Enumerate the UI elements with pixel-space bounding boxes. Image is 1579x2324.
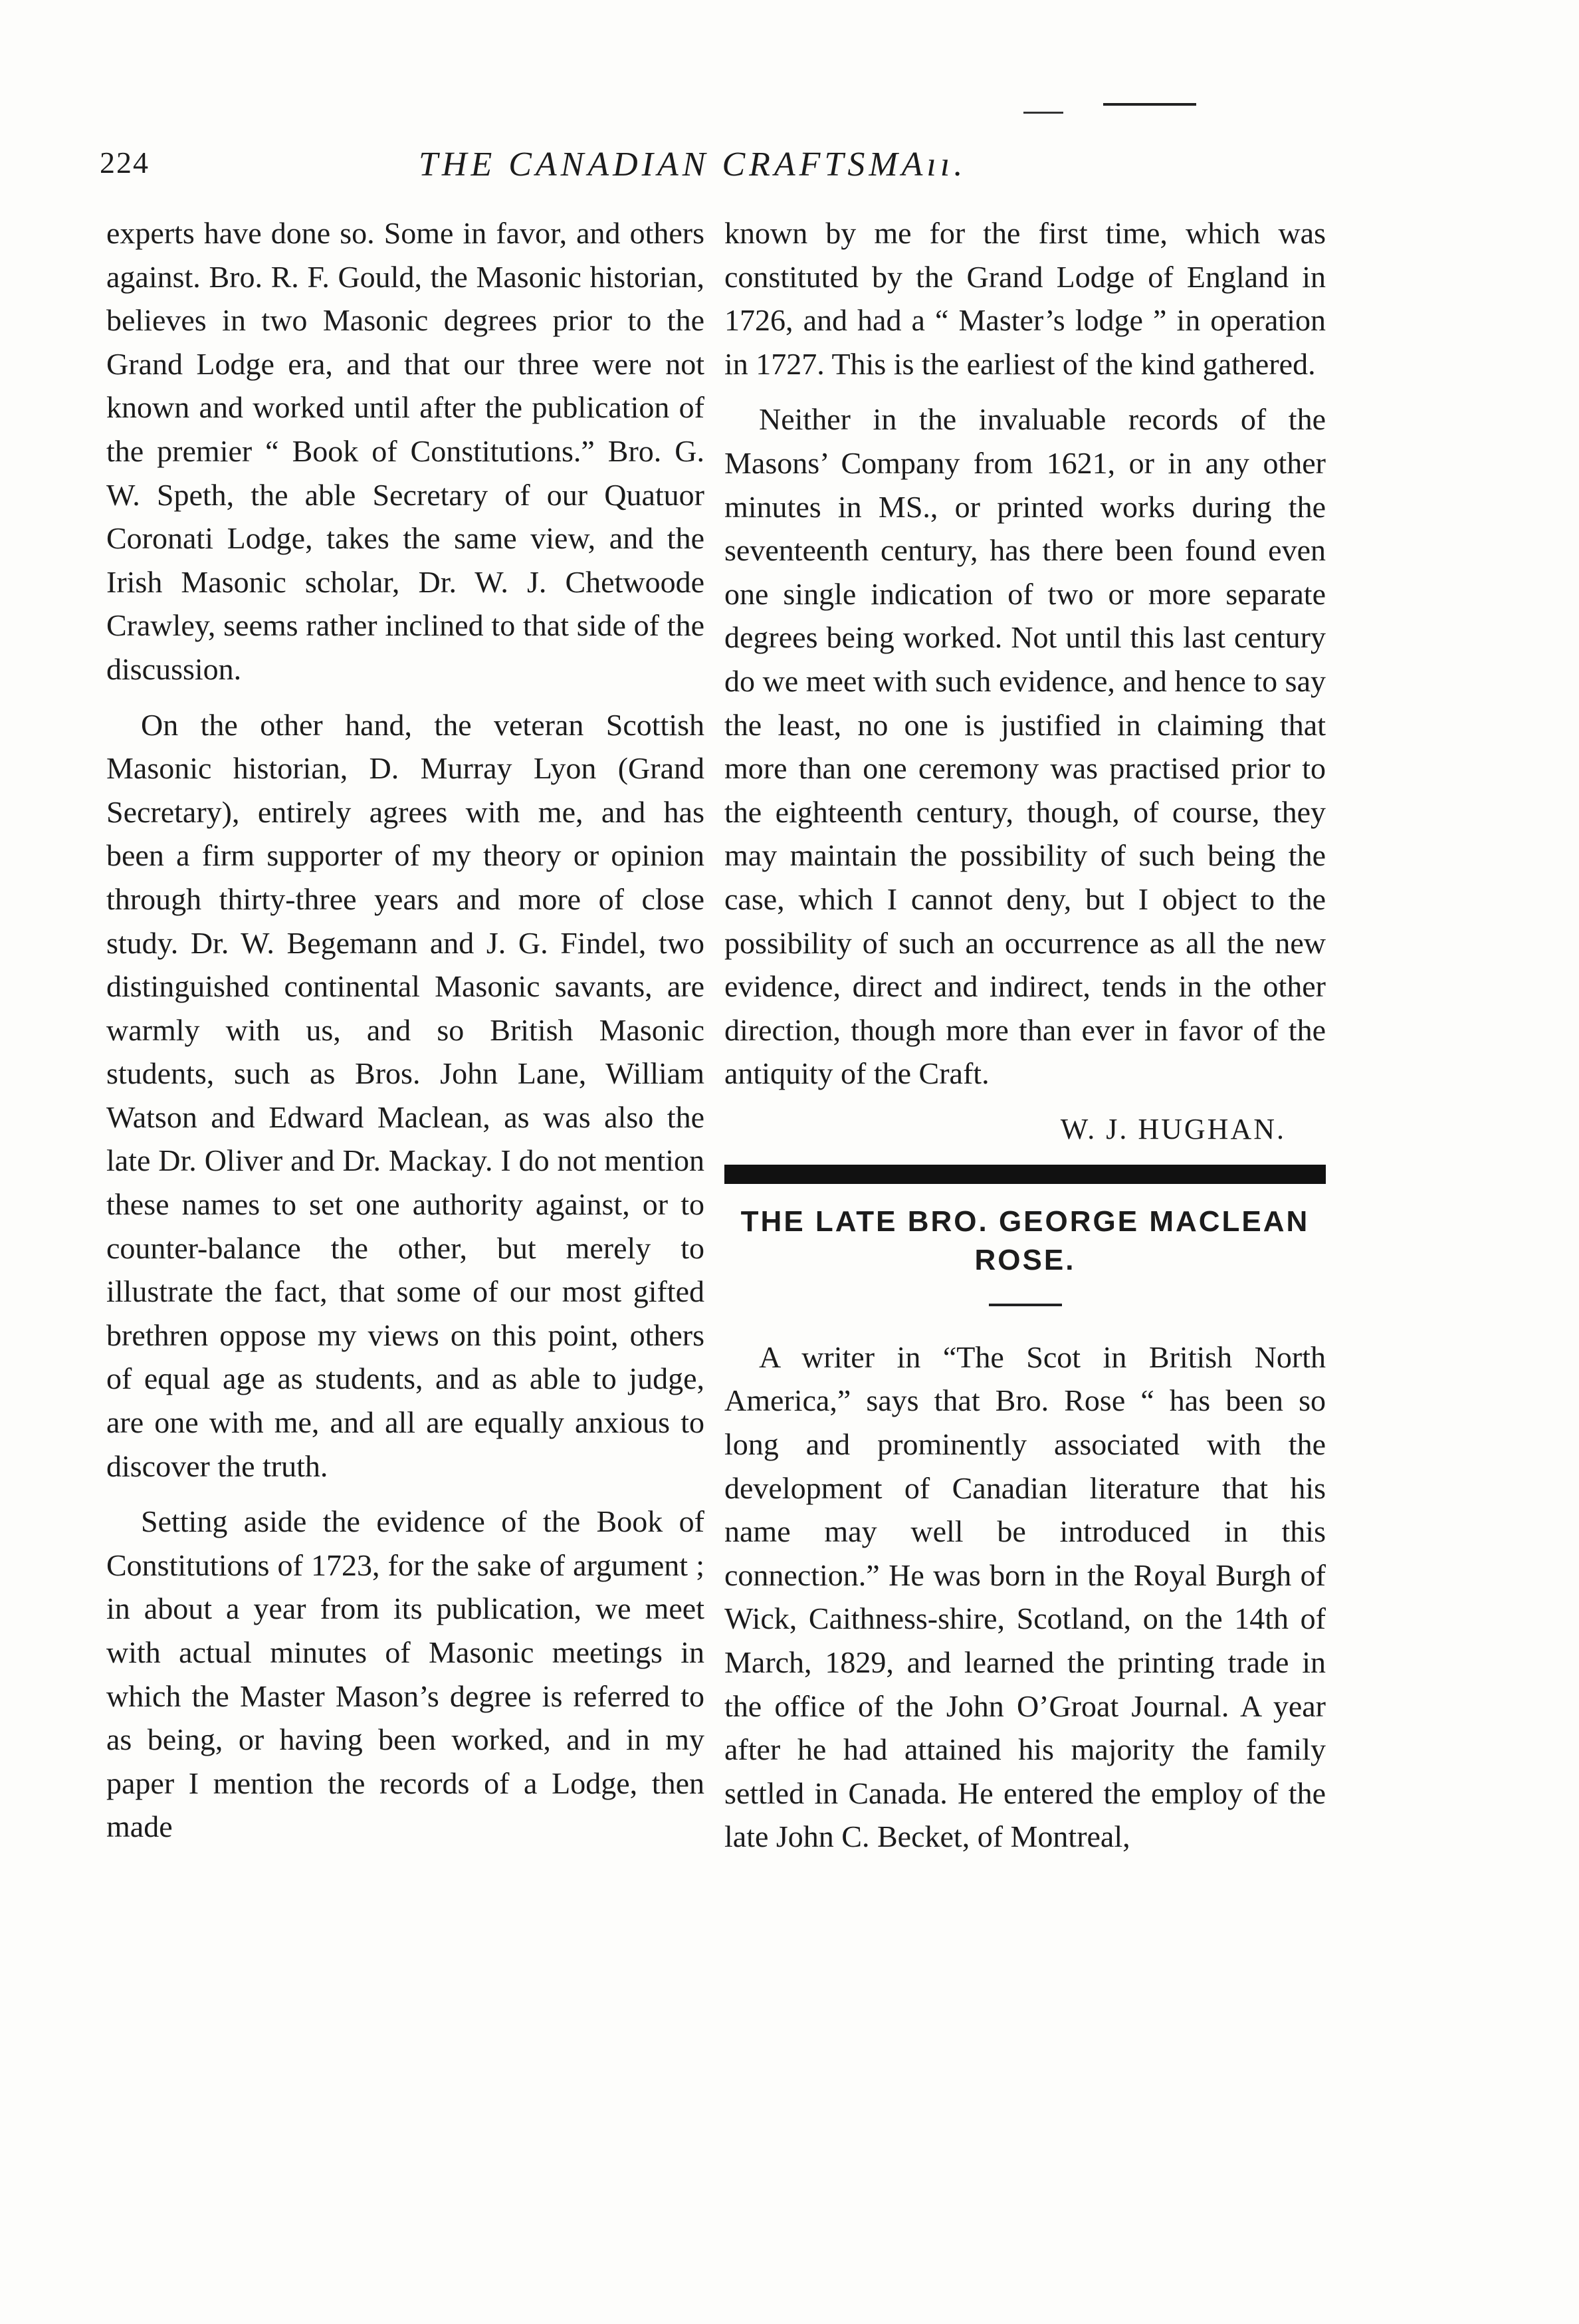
decorative-rule-small [1023,112,1063,114]
journal-title: THE CANADIAN CRAFTSMAıı. [419,146,967,183]
right-paragraph-2: Neither in the invaluable records of the Masons’ Company from 1621, or in any other minutes in MS., or printed works during the seventeenth century, has there been found even one single indication of two or more separate degrees being worked. Not until this last century do we meet with such evidence, and hence to say the least, no one is justified in claiming that more than one ceremony was practised prior to the eighteenth century, though, of course, they may maintain the possibility of such being the case, which I cannot deny, but I object to the possibility of such an occurrence as all the new evidence, direct and indirect, tends in the other direction, though more than ever in favor of the antiquity of the Craft. [724,402,1326,1091]
right-paragraph-1: known by me for the first time, which was constituted by the Grand Lodge of England in 1726, and had a “ Master’s lodge ” in operation in 1727. This is the earliest of the kind gathered. [724,216,1326,381]
section-divider [724,1165,1326,1184]
left-paragraph-3: Setting aside the evidence of the Book of Constitutions of 1723, for the sake of argument ; in about a year from its publication, we meet with actual minutes of Masonic meetings in which the Master Mason’s degree is referred to as being, or having been worked, and in my paper I mention the records of a Lodge, then made [106,1504,704,1844]
running-head [100,145,1316,191]
right-column [724,211,1326,1871]
page-number: 224 [100,146,150,179]
decorative-rule [1103,103,1196,106]
left-paragraph-1: experts have done so. Some in favor, and others against. Bro. R. F. Gould, the Masonic historian, believes in two Masonic degrees prior to the Grand Lodge era, and that our three were not known and worked until after the publication of the premier “ Book of Constitutions.” Bro. G. W. Speth, the able Secretary of our Quatuor Coronati Lodge, takes the same view, and the Irish Masonic scholar, Dr. W. J. Chetwoode Crawley, seems rather inclined to that side of the discussion. [106,216,704,686]
article-title: THE LATE BRO. GEORGE MACLEAN ROSE. [740,1205,1310,1276]
article-paragraph-1: A writer in “The Scot in British North America,” says that Bro. Rose “ has been so long and prominently associated with the development of Canadian literature that his name may well be introduced in this connection.” He was born in the Royal Burgh of Wick, Caithness-shire, Scotland, on the 14th of March, 1829, and learned the printing trade in the office of the John O’Groat Journal. A year after he had attained his majority the family settled in Canada. He entered the employ of the late John C. Becket, of Montreal, [724,1339,1326,1854]
author-signature: W. J. HUGHAN. [1060,1112,1286,1145]
left-column [106,211,704,1861]
title-rule [989,1304,1062,1306]
left-paragraph-2: On the other hand, the veteran Scottish Masonic historian, D. Murray Lyon (Grand Secretary), entirely agrees with me, and has been a firm supporter of my theory or opinion through thirty-three years and more of close study. Dr. W. Begemann and J. G. Findel, two distinguished continental Masonic savants, are warmly with us, and so British Masonic students, such as Bros. John Lane, William Watson and Edward Maclean, as was also the late Dr. Oliver and Dr. Mackay. I do not mention these names to set one authority against, or to counter-balance the other, but merely to illustrate the fact, that some of our most gifted brethren oppose my views on this point, others of equal age as students, and as able to judge, are one with me, and all are equally anxious to discover the truth. [106,707,704,1483]
